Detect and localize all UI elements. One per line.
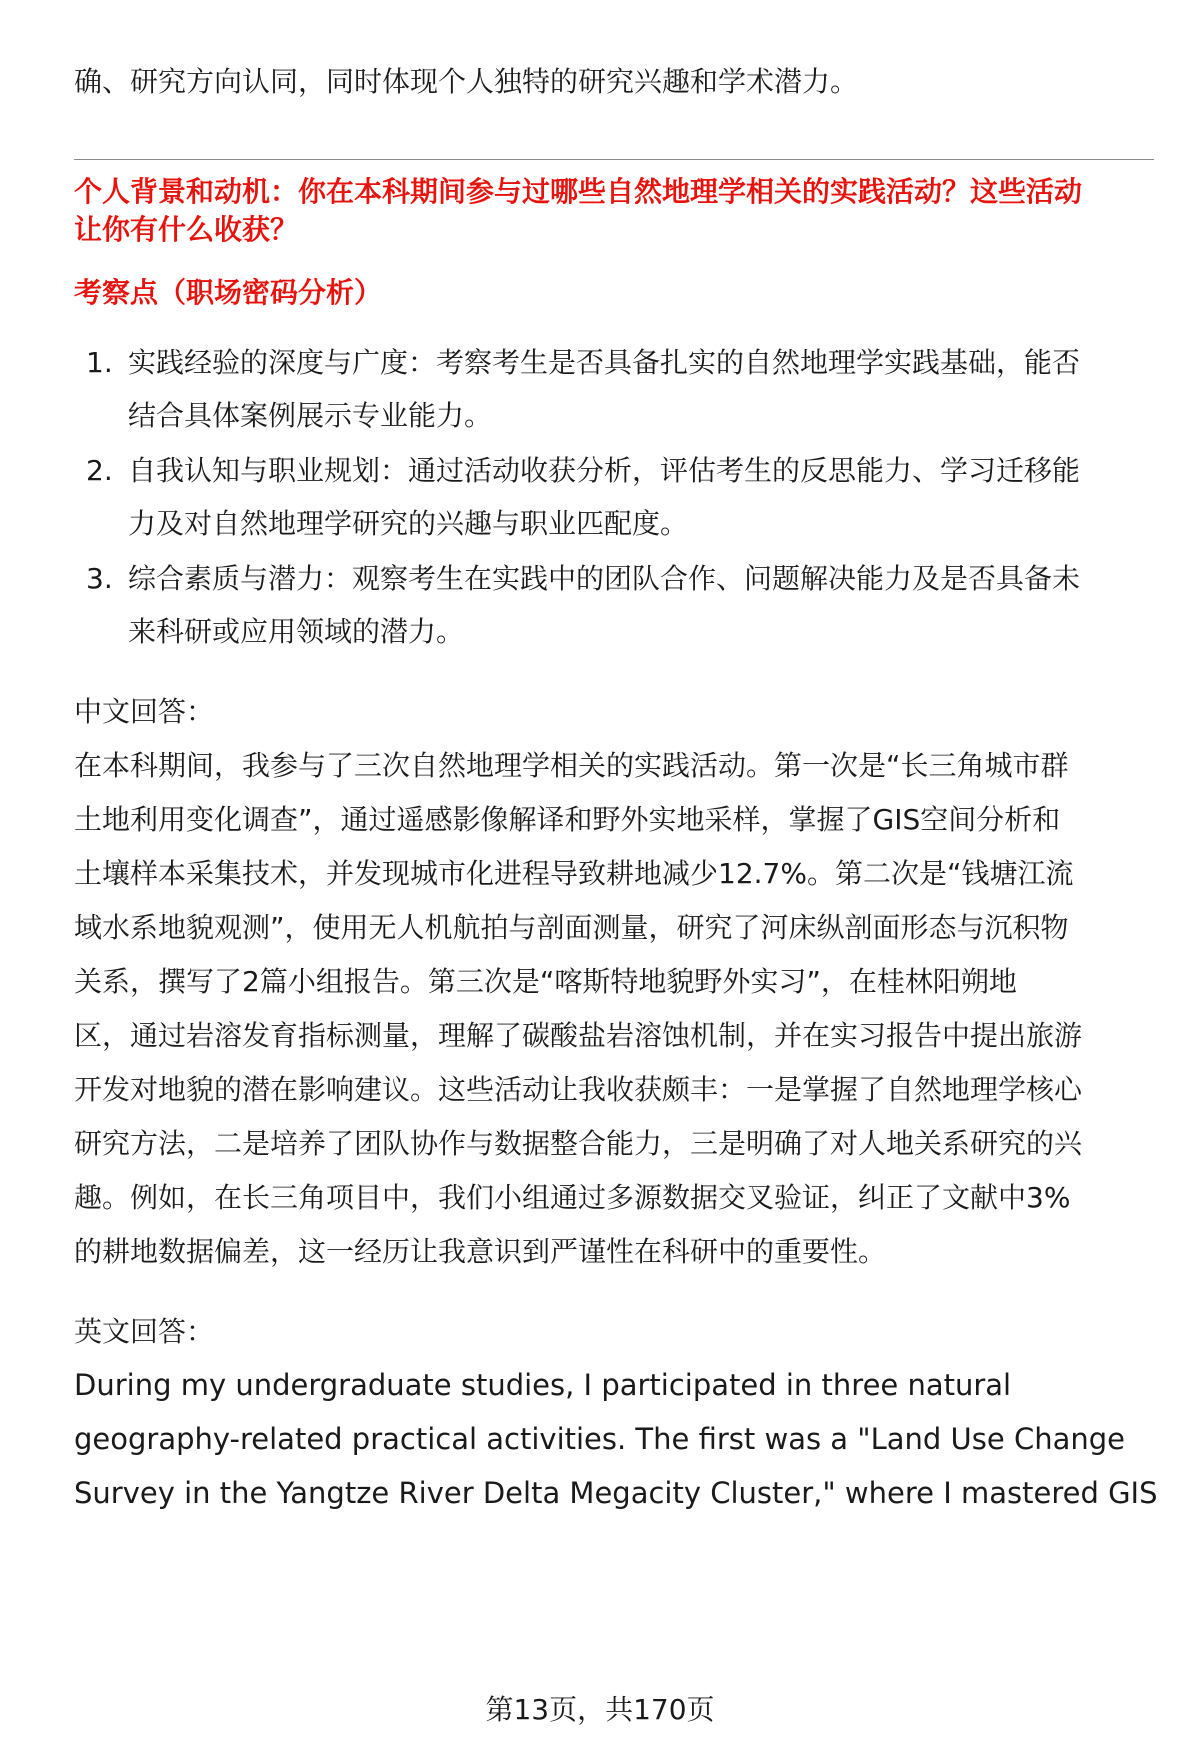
analysis-heading: 考察点（职场密码分析） xyxy=(74,276,383,309)
intro-continuation: 确、研究方向认同，同时体现个人独特的研究兴趣和学术潜力。 xyxy=(74,65,859,98)
english-answer-line: Survey in the Yangtze River Delta Megacity Cluster," where I mastered GIS xyxy=(74,1476,1158,1510)
page-indicator: 第13页，共170页 xyxy=(485,1693,715,1726)
english-answer-line: geography-related practical activities. The first was a "Land Use Change xyxy=(74,1422,1125,1456)
list-text-line: 自我认知与职业规划：通过活动收获分析，评估考生的反思能力、学习迁移能 xyxy=(128,454,1081,487)
chinese-answer-line: 开发对地貌的潜在影响建议。这些活动让我收获颇丰：一是掌握了自然地理学核心 xyxy=(74,1073,1083,1106)
chinese-answer-line: 土地利用变化调查”，通过遥感影像解译和野外实地采样，掌握了GIS空间分析和 xyxy=(74,803,1061,836)
chinese-answer-line: 域水系地貌观测”，使用无人机航拍与剖面测量，研究了河床纵剖面形态与沉积物 xyxy=(74,911,1069,944)
list-text-line: 综合素质与潜力：观察考生在实践中的团队合作、问题解决能力及是否具备未 xyxy=(128,562,1081,595)
list-number: 2. xyxy=(86,454,113,487)
chinese-answer-line: 研究方法，二是培养了团队协作与数据整合能力，三是明确了对人地关系研究的兴 xyxy=(74,1127,1083,1160)
list-number: 3. xyxy=(86,562,113,595)
chinese-answer-line: 土壤样本采集技术，并发现城市化进程导致耕地减少12.7%。第二次是“钱塘江流 xyxy=(74,857,1074,890)
chinese-answer-line: 关系，撰写了2篇小组报告。第三次是“喀斯特地貌野外实习”，在桂林阳朔地 xyxy=(74,965,1017,998)
chinese-answer-line: 的耕地数据偏差，这一经历让我意识到严谨性在科研中的重要性。 xyxy=(74,1235,887,1268)
list-number: 1. xyxy=(86,346,113,379)
question-line-2: 让你有什么收获？ xyxy=(74,213,299,246)
chinese-answer-line: 区，通过岩溶发育指标测量，理解了碳酸盐岩溶蚀机制，并在实习报告中提出旅游 xyxy=(74,1019,1083,1052)
question-line-1: 个人背景和动机：你在本科期间参与过哪些自然地理学相关的实践活动？这些活动 xyxy=(74,175,1083,208)
section-divider xyxy=(74,159,1154,160)
english-answer-label: 英文回答： xyxy=(74,1315,215,1348)
list-text-line: 来科研或应用领域的潜力。 xyxy=(128,615,465,648)
chinese-answer-line: 在本科期间，我参与了三次自然地理学相关的实践活动。第一次是“长三角城市群 xyxy=(74,749,1069,782)
chinese-answer-line: 趣。例如，在长三角项目中，我们小组通过多源数据交叉验证，纠正了文献中3% xyxy=(74,1181,1071,1214)
list-text-line: 实践经验的深度与广度：考察考生是否具备扎实的自然地理学实践基础，能否 xyxy=(128,346,1081,379)
english-answer-line: During my undergraduate studies, I participated in three natural xyxy=(74,1368,1012,1402)
list-text-line: 力及对自然地理学研究的兴趣与职业匹配度。 xyxy=(128,507,689,540)
chinese-answer-label: 中文回答： xyxy=(74,695,215,728)
list-text-line: 结合具体案例展示专业能力。 xyxy=(128,399,493,432)
